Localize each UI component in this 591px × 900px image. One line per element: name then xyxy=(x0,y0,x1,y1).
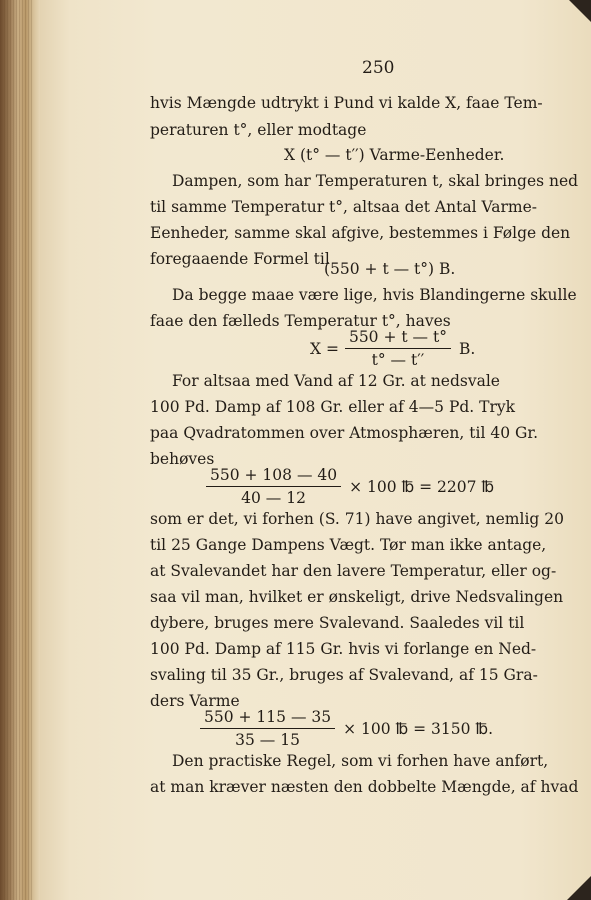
text-line: X (t° — t′′) Varme-Eenheder. xyxy=(284,146,505,164)
book-page xyxy=(40,0,591,900)
formula-3-numerator: 550 + 115 — 35 xyxy=(200,708,335,729)
formula-2-denominator: 40 — 12 xyxy=(241,489,306,507)
text-line: behøves xyxy=(150,450,215,468)
text-line: ders Varme xyxy=(150,692,240,710)
formula-1 xyxy=(310,328,475,369)
text-line: til 25 Gange Dampens Vægt. Tør man ikke antage, xyxy=(150,536,547,554)
text-line: saa vil man, hvilket er ønskeligt, drive Nedsvalingen xyxy=(150,588,564,606)
text-line: paa Qvadratommen over Atmosphæren, til 40 Gr. xyxy=(150,424,539,442)
book-spine-edge xyxy=(0,0,40,900)
text-line: som er det, vi forhen (S. 71) have angivet, nemlig 20 xyxy=(150,510,564,528)
formula-2-right: × 100 ℔ = 2207 ℔ xyxy=(349,477,495,496)
page-corner-bottom xyxy=(567,876,591,900)
text-line: 100 Pd. Damp af 108 Gr. eller af 4—5 Pd. Tryk xyxy=(150,398,516,416)
text-line: til samme Temperatur t°, altsaa det Antal Varme- xyxy=(150,198,537,216)
formula-1-left: X = xyxy=(310,339,339,358)
text-line: svaling til 35 Gr., bruges af Svalevand, af 15 Gra- xyxy=(150,666,538,684)
formula-3 xyxy=(200,708,493,749)
text-line: foregaaende Formel til xyxy=(150,250,330,268)
page-number: 250 xyxy=(362,58,395,78)
formula-1-right: B. xyxy=(458,339,476,358)
text-line: faae den fælleds Temperatur t°, haves xyxy=(150,312,451,330)
text-line: at Svalevandet har den lavere Temperatur, eller og- xyxy=(150,562,557,580)
formula-3-denominator: 35 — 15 xyxy=(235,731,300,749)
formula-1-numerator: 550 + t — t° xyxy=(345,328,451,349)
text-line: at man kræver næsten den dobbelte Mængde, af hvad xyxy=(150,778,579,796)
text-line: For altsaa med Vand af 12 Gr. at nedsvale xyxy=(172,372,500,390)
formula-2 xyxy=(206,466,494,507)
formula-1-denominator: t° — t′′ xyxy=(371,351,425,369)
text-line: Da begge maae være lige, hvis Blandingerne skulle xyxy=(172,286,577,304)
formula-line: (550 + t — t°) B. xyxy=(324,260,456,278)
text-line: Den practiske Regel, som vi forhen have anført, xyxy=(172,752,549,770)
text-line: Eenheder, samme skal afgive, bestemmes i Følge den xyxy=(150,224,571,242)
text-line: dybere, bruges mere Svalevand. Saaledes vil til xyxy=(150,614,525,632)
page-edges xyxy=(4,0,34,900)
text-line: Dampen, som har Temperaturen t, skal bringes ned xyxy=(172,172,579,190)
formula-3-right: × 100 ℔ = 3150 ℔. xyxy=(343,719,494,738)
page-corner-top xyxy=(569,0,591,22)
text-line: hvis Mængde udtrykt i Pund vi kalde X, faae Tem- xyxy=(150,94,543,112)
formula-2-numerator: 550 + 108 — 40 xyxy=(206,466,341,487)
text-line: peraturen t°, eller modtage xyxy=(150,121,367,139)
text-line: 100 Pd. Damp af 115 Gr. hvis vi forlange en Ned- xyxy=(150,640,537,658)
